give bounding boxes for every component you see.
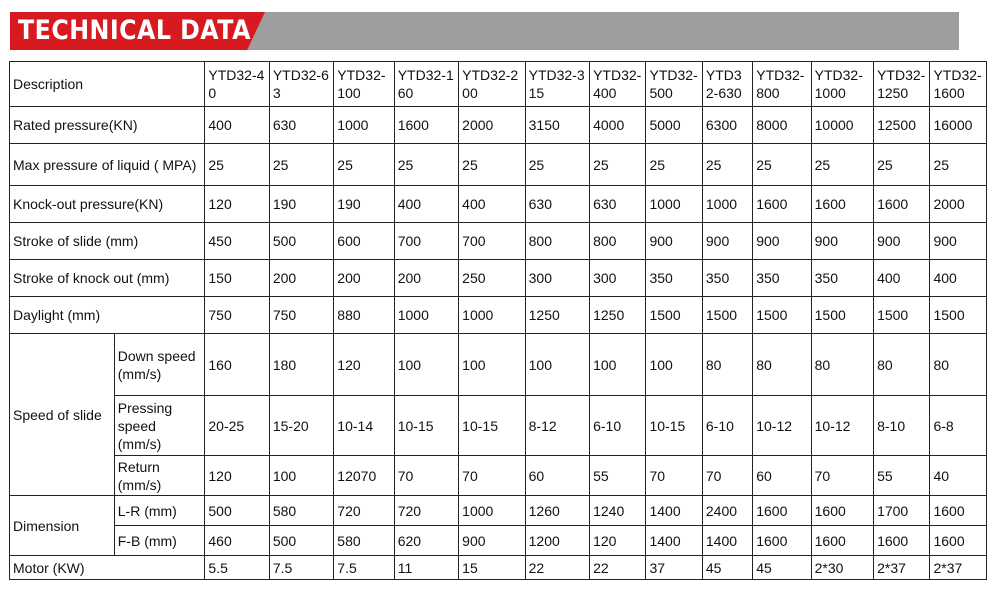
stroke-knockout-cell: 150 [205, 260, 269, 297]
dim-lr-cell: 1240 [590, 496, 646, 526]
pressing-speed-cell: 15-20 [269, 396, 333, 456]
stroke-knockout-cell: 350 [646, 260, 702, 297]
max-pressure-cell: 25 [590, 144, 646, 186]
down-speed-cell: 160 [205, 334, 269, 396]
stroke-knockout-cell: 200 [334, 260, 394, 297]
dim-lr-cell: 1000 [459, 496, 525, 526]
rated-pressure-cell: 1000 [334, 107, 394, 144]
dim-fb-label: F-B (mm) [114, 526, 205, 556]
rated-pressure-cell: 10000 [811, 107, 873, 144]
stroke-knockout-cell: 300 [525, 260, 589, 297]
page-title: TECHNICAL DATA [18, 15, 251, 46]
return-speed-cell: 12070 [334, 456, 394, 496]
stroke-slide-cell: 450 [205, 223, 269, 260]
model-header: YTD32-1600 [930, 62, 987, 107]
motor-cell: 15 [459, 556, 525, 580]
daylight-cell: 1500 [930, 297, 987, 334]
stroke-knockout-label: Stroke of knock out (mm) [10, 260, 205, 297]
motor-cell: 2*37 [874, 556, 930, 580]
motor-cell: 37 [646, 556, 702, 580]
dim-fb-cell: 500 [269, 526, 333, 556]
model-header: YTD32-200 [459, 62, 525, 107]
stroke-slide-row [10, 223, 987, 260]
daylight-cell: 750 [205, 297, 269, 334]
down-speed-cell: 120 [334, 334, 394, 396]
return-speed-cell: 55 [874, 456, 930, 496]
daylight-label: Daylight (mm) [10, 297, 205, 334]
rated-pressure-cell: 630 [269, 107, 333, 144]
pressing-speed-cell: 6-8 [930, 396, 987, 456]
knockout-pressure-label: Knock-out pressure(KN) [10, 186, 205, 223]
pressing-speed-cell: 10-15 [646, 396, 702, 456]
knockout-pressure-row [10, 186, 987, 223]
max-pressure-label: Max pressure of liquid ( MPA) [10, 144, 205, 186]
knockout-pressure-cell: 630 [525, 186, 589, 223]
knockout-pressure-cell: 630 [590, 186, 646, 223]
knockout-pressure-cell: 190 [334, 186, 394, 223]
motor-cell: 2*37 [930, 556, 987, 580]
stroke-slide-cell: 800 [525, 223, 589, 260]
daylight-cell: 1500 [702, 297, 752, 334]
dim-lr-cell: 1700 [874, 496, 930, 526]
dim-lr-cell: 580 [269, 496, 333, 526]
down-speed-cell: 80 [702, 334, 752, 396]
motor-cell: 2*30 [811, 556, 873, 580]
return-speed-row [10, 456, 987, 496]
pressing-speed-cell: 6-10 [590, 396, 646, 456]
stroke-slide-cell: 500 [269, 223, 333, 260]
max-pressure-cell: 25 [702, 144, 752, 186]
motor-cell: 22 [590, 556, 646, 580]
model-header: YTD32-315 [525, 62, 589, 107]
max-pressure-cell: 25 [646, 144, 702, 186]
dim-fb-cell: 580 [334, 526, 394, 556]
knockout-pressure-cell: 190 [269, 186, 333, 223]
motor-cell: 22 [525, 556, 589, 580]
return-speed-cell: 40 [930, 456, 987, 496]
dim-lr-row [10, 496, 987, 526]
daylight-cell: 1500 [811, 297, 873, 334]
model-header: YTD32-1000 [811, 62, 873, 107]
return-speed-cell: 70 [459, 456, 525, 496]
rated-pressure-cell: 12500 [874, 107, 930, 144]
technical-data-table [9, 61, 987, 580]
down-speed-cell: 80 [930, 334, 987, 396]
pressing-speed-cell: 8-12 [525, 396, 589, 456]
max-pressure-cell: 25 [811, 144, 873, 186]
stroke-slide-label: Stroke of slide (mm) [10, 223, 205, 260]
dim-lr-cell: 500 [205, 496, 269, 526]
dim-fb-cell: 460 [205, 526, 269, 556]
rated-pressure-cell: 8000 [753, 107, 811, 144]
dimension-group-label: Dimension [10, 496, 115, 556]
model-header: YTD32-160 [394, 62, 458, 107]
down-speed-cell: 80 [753, 334, 811, 396]
dim-lr-cell: 1260 [525, 496, 589, 526]
daylight-cell: 1500 [753, 297, 811, 334]
knockout-pressure-cell: 1000 [646, 186, 702, 223]
rated-pressure-cell: 1600 [394, 107, 458, 144]
pressing-speed-cell: 10-12 [811, 396, 873, 456]
knockout-pressure-cell: 1600 [811, 186, 873, 223]
dim-fb-cell: 1400 [646, 526, 702, 556]
return-speed-cell: 70 [394, 456, 458, 496]
down-speed-cell: 100 [590, 334, 646, 396]
model-header: YTD32-400 [590, 62, 646, 107]
model-header: YTD32-63 [269, 62, 333, 107]
stroke-slide-cell: 900 [930, 223, 987, 260]
dim-fb-cell: 1600 [753, 526, 811, 556]
stroke-slide-cell: 900 [753, 223, 811, 260]
model-header: YTD32-800 [753, 62, 811, 107]
dim-fb-cell: 1600 [811, 526, 873, 556]
stroke-knockout-cell: 350 [811, 260, 873, 297]
down-speed-cell: 80 [874, 334, 930, 396]
pressing-speed-row [10, 396, 987, 456]
down-speed-row [10, 334, 987, 396]
max-pressure-cell: 25 [874, 144, 930, 186]
stroke-slide-cell: 900 [702, 223, 752, 260]
model-header: YTD32-40 [205, 62, 269, 107]
dim-fb-cell: 1200 [525, 526, 589, 556]
daylight-cell: 1250 [590, 297, 646, 334]
dim-fb-row [10, 526, 987, 556]
down-speed-label: Down speed (mm/s) [114, 334, 205, 396]
max-pressure-cell: 25 [334, 144, 394, 186]
daylight-cell: 1500 [646, 297, 702, 334]
dim-fb-cell: 900 [459, 526, 525, 556]
stroke-knockout-cell: 250 [459, 260, 525, 297]
stroke-knockout-cell: 300 [590, 260, 646, 297]
motor-cell: 7.5 [269, 556, 333, 580]
motor-cell: 45 [753, 556, 811, 580]
max-pressure-cell: 25 [394, 144, 458, 186]
daylight-cell: 880 [334, 297, 394, 334]
dim-lr-cell: 1600 [753, 496, 811, 526]
max-pressure-cell: 25 [525, 144, 589, 186]
down-speed-cell: 100 [394, 334, 458, 396]
pressing-speed-cell: 10-14 [334, 396, 394, 456]
pressing-speed-cell: 20-25 [205, 396, 269, 456]
stroke-knockout-cell: 400 [930, 260, 987, 297]
knockout-pressure-cell: 1600 [874, 186, 930, 223]
knockout-pressure-cell: 120 [205, 186, 269, 223]
return-speed-cell: 70 [702, 456, 752, 496]
return-speed-cell: 100 [269, 456, 333, 496]
dim-lr-cell: 1600 [930, 496, 987, 526]
motor-cell: 5.5 [205, 556, 269, 580]
dim-lr-cell: 720 [394, 496, 458, 526]
motor-label: Motor (KW) [10, 556, 205, 580]
dim-fb-cell: 620 [394, 526, 458, 556]
rated-pressure-label: Rated pressure(KN) [10, 107, 205, 144]
dim-fb-cell: 120 [590, 526, 646, 556]
speed-group-label: Speed of slide [10, 334, 115, 496]
rated-pressure-cell: 400 [205, 107, 269, 144]
rated-pressure-cell: 16000 [930, 107, 987, 144]
pressing-speed-cell: 10-12 [753, 396, 811, 456]
daylight-cell: 750 [269, 297, 333, 334]
motor-row [10, 556, 987, 580]
stroke-slide-cell: 600 [334, 223, 394, 260]
rated-pressure-cell: 4000 [590, 107, 646, 144]
return-speed-cell: 60 [525, 456, 589, 496]
model-header: YTD32-100 [334, 62, 394, 107]
down-speed-cell: 100 [525, 334, 589, 396]
stroke-slide-cell: 900 [811, 223, 873, 260]
pressing-speed-cell: 6-10 [702, 396, 752, 456]
rated-pressure-cell: 3150 [525, 107, 589, 144]
pressing-speed-cell: 8-10 [874, 396, 930, 456]
dim-lr-label: L-R (mm) [114, 496, 205, 526]
down-speed-cell: 80 [811, 334, 873, 396]
max-pressure-cell: 25 [269, 144, 333, 186]
table-header-row [10, 62, 987, 107]
daylight-cell: 1250 [525, 297, 589, 334]
dim-lr-cell: 1400 [646, 496, 702, 526]
stroke-knockout-cell: 350 [702, 260, 752, 297]
down-speed-cell: 100 [459, 334, 525, 396]
down-speed-cell: 180 [269, 334, 333, 396]
motor-cell: 11 [394, 556, 458, 580]
daylight-row [10, 297, 987, 334]
knockout-pressure-cell: 1000 [702, 186, 752, 223]
dim-fb-cell: 1400 [702, 526, 752, 556]
dim-lr-cell: 2400 [702, 496, 752, 526]
stroke-knockout-cell: 200 [269, 260, 333, 297]
model-header: YTD32-500 [646, 62, 702, 107]
return-speed-cell: 70 [811, 456, 873, 496]
motor-cell: 45 [702, 556, 752, 580]
pressing-speed-cell: 10-15 [459, 396, 525, 456]
max-pressure-cell: 25 [930, 144, 987, 186]
daylight-cell: 1000 [394, 297, 458, 334]
stroke-slide-cell: 800 [590, 223, 646, 260]
max-pressure-cell: 25 [753, 144, 811, 186]
return-speed-cell: 55 [590, 456, 646, 496]
return-speed-cell: 70 [646, 456, 702, 496]
model-header: YTD32-1250 [874, 62, 930, 107]
stroke-knockout-row [10, 260, 987, 297]
max-pressure-cell: 25 [459, 144, 525, 186]
model-header: YTD32-630 [702, 62, 752, 107]
dim-fb-cell: 1600 [930, 526, 987, 556]
description-header: Description [10, 62, 205, 107]
return-speed-cell: 120 [205, 456, 269, 496]
down-speed-cell: 100 [646, 334, 702, 396]
knockout-pressure-cell: 400 [394, 186, 458, 223]
max-pressure-row [10, 144, 987, 186]
stroke-slide-cell: 700 [394, 223, 458, 260]
stroke-knockout-cell: 400 [874, 260, 930, 297]
stroke-slide-cell: 700 [459, 223, 525, 260]
rated-pressure-cell: 5000 [646, 107, 702, 144]
pressing-speed-label: Pressing speed (mm/s) [114, 396, 205, 456]
knockout-pressure-cell: 2000 [930, 186, 987, 223]
stroke-knockout-cell: 350 [753, 260, 811, 297]
dim-fb-cell: 1600 [874, 526, 930, 556]
dim-lr-cell: 720 [334, 496, 394, 526]
knockout-pressure-cell: 1600 [753, 186, 811, 223]
daylight-cell: 1000 [459, 297, 525, 334]
daylight-cell: 1500 [874, 297, 930, 334]
rated-pressure-cell: 2000 [459, 107, 525, 144]
return-speed-label: Return (mm/s) [114, 456, 205, 496]
motor-cell: 7.5 [334, 556, 394, 580]
rated-pressure-cell: 6300 [702, 107, 752, 144]
knockout-pressure-cell: 400 [459, 186, 525, 223]
return-speed-cell: 60 [753, 456, 811, 496]
header-banner [10, 12, 959, 50]
stroke-knockout-cell: 200 [394, 260, 458, 297]
rated-pressure-row [10, 107, 987, 144]
dim-lr-cell: 1600 [811, 496, 873, 526]
stroke-slide-cell: 900 [874, 223, 930, 260]
stroke-slide-cell: 900 [646, 223, 702, 260]
pressing-speed-cell: 10-15 [394, 396, 458, 456]
max-pressure-cell: 25 [205, 144, 269, 186]
